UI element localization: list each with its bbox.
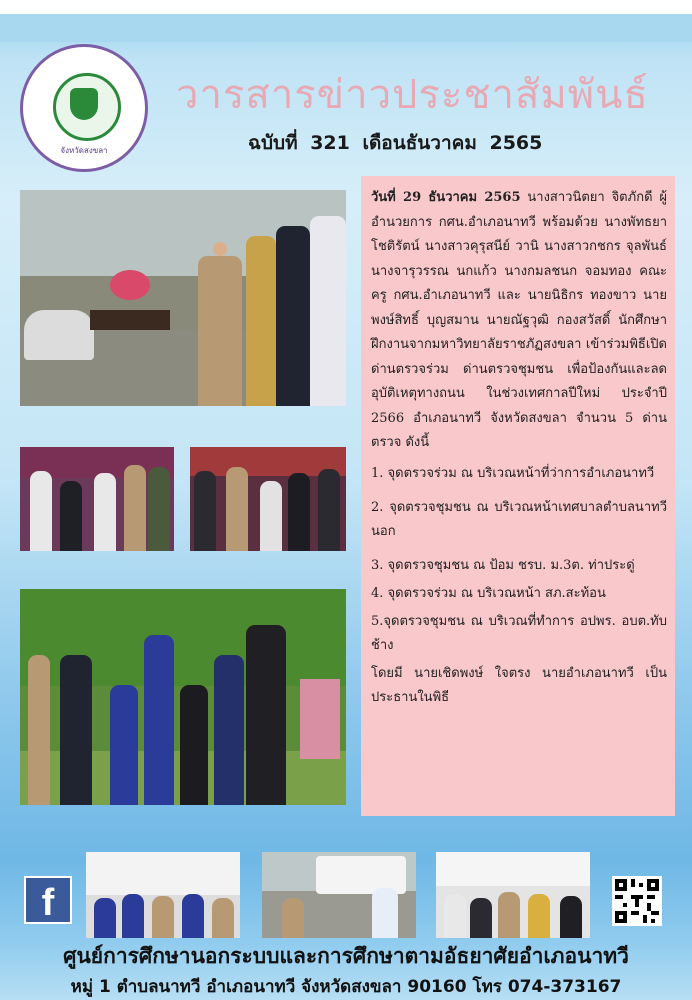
list-item: 1. จุดตรวจร่วม ณ บริเวณหน้าที่ว่าการอำเภอนาทวี [371,465,655,481]
list-item: 3. จุดตรวจชุมชน ณ ป้อม ชรบ. ม.3ต. ท่าประดู่ [371,557,635,573]
footer-organization: ศูนย์การศึกษานอกระบบและการศึกษาตามอัธยาศัยอำเภอนาทวี [63,944,629,968]
photo-bottom-2 [262,852,416,938]
issue-number: ฉบับที่ 321 เดือนธันวาคม 2565 [248,132,543,154]
article-closing: โดยมี นายเชิดพงษ์ ใจตรง นายอำเภอนาทวี เป็นประธานในพิธี [371,665,667,705]
article-text-box [361,176,675,816]
photo-gift-handover-2 [190,447,346,551]
qr-code-icon[interactable] [612,876,662,926]
footer-address: หมู่ 1 ตำบลนาทวี อำเภอนาทวี จังหวัดสงขลา 90160 โทร 074-373167 [70,977,622,997]
checkpoint-list [371,462,667,658]
facebook-icon[interactable]: f [24,876,72,924]
article-body: นางสาวนิตยา จิตภักดี ผู้อำนวยการ กศน.อำเภอนาทวี พร้อมด้วย นางพัทธยา โชติรัตน์ นางสาวคุรุสนีย์ วานิ นางสาวกชกร จุลพันธ์ นางจารุวรรณ นกแก้ว นางกมลชนก จอมทอง คณะครู กศน.อำเภอนาทวี และ นายนิธิกร ทองขาว นายพงษ์สิทธิ์ บุญสมาน นายณัฐวุฒิ กองสวัสดิ์ นักศึกษาฝึกงานจากมหาวิทยาลัยราชภัฏสงขลา เข้าร่วมพิธีเปิดด่านตรวจร่วม ด่านตรวจชุมชน เพื่อป้องกันและลดอุบัติเหตุทางถนน ในช่วงเทศกาลปีใหม่ ประจำปี 2566 อำเภอนาทวี จังหวัดสงขลา จำนวน 5 ด่าน ตรวจ ดังนี้ [371,190,667,450]
photo-bottom-3 [436,852,590,938]
photo-gift-handover-1 [20,447,174,551]
list-item: 2. จุดตรวจชุมชน ณ บริเวณหน้าเทศบาลตำบลนาทวีนอก [371,499,667,539]
list-item: 4. จุดตรวจร่วม ณ บริเวณหน้า สภ.สะท้อน [371,585,606,601]
top-banner-strip [0,14,692,42]
organization-logo [20,44,148,172]
logo-emblem [70,88,98,120]
list-item: 5.จุดตรวจชุมชน ณ บริเวณที่ทำการ อปพร. อบต.ทับช้าง [371,613,667,653]
article-lead [371,186,667,456]
logo-caption: จังหวัดสงขลา [60,146,108,155]
photo-group-outdoor [20,589,346,805]
logo-emblem-ring [53,73,121,141]
photo-bottom-1 [86,852,240,938]
article-date: วันที่ 29 ธันวาคม 2565 [371,190,521,205]
qr-code-graphic [615,879,659,923]
newsletter-title: วารสารข่าวประชาสัมพันธ์ [176,72,649,118]
photo-ceremony-speech [20,190,346,406]
